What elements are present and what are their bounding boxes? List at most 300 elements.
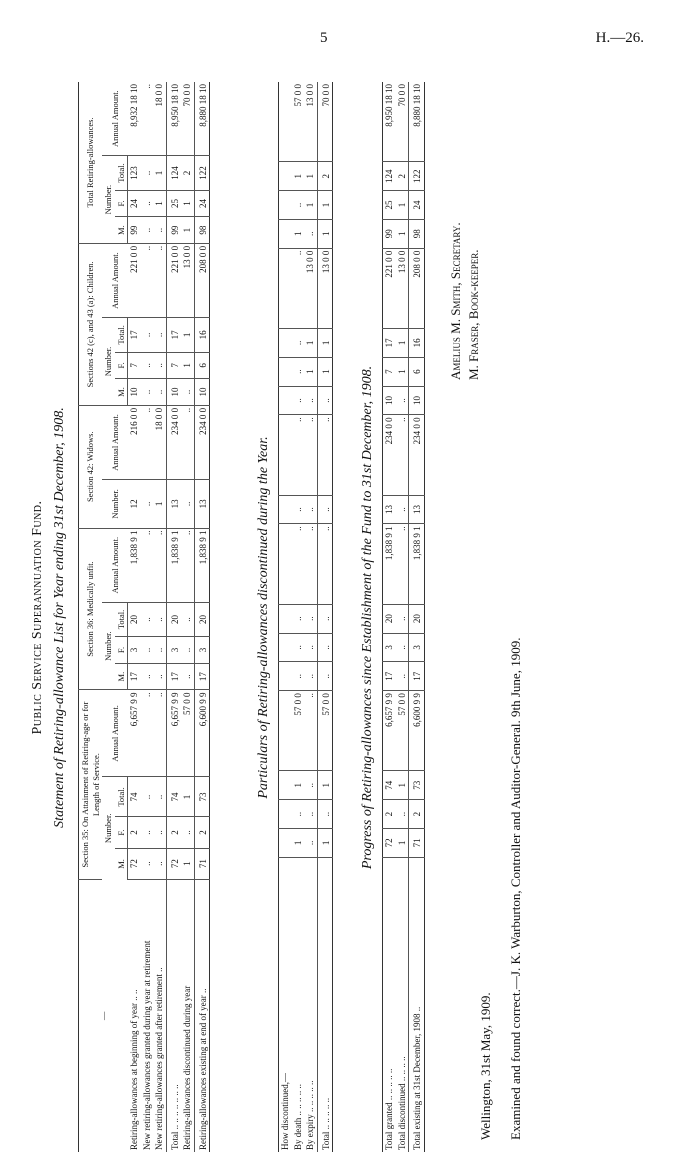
table-row	[128, 82, 141, 1152]
table-cell: 1	[181, 848, 194, 879]
table-cell: 12	[128, 480, 141, 528]
f-header: F.	[115, 817, 128, 848]
table-cell	[279, 691, 292, 771]
table-cell: 1	[317, 357, 333, 386]
table-cell: 6,657 9 9	[166, 690, 181, 777]
table-cell: 216 0 0	[128, 405, 141, 479]
table-cell: 2	[409, 800, 425, 829]
progress-table	[382, 82, 425, 1152]
table-cell: 1	[396, 771, 409, 800]
number-header: Number.	[102, 602, 115, 690]
table-cell: ..	[141, 848, 154, 879]
table-cell: ..	[304, 800, 317, 829]
table-cell: 20	[128, 602, 141, 636]
table-cell: ..	[292, 524, 305, 604]
table-cell: 8,932 18 10	[128, 82, 141, 156]
table-cell: 124	[166, 156, 181, 190]
table-cell: 20	[383, 604, 396, 633]
table-row	[383, 82, 396, 1152]
table-cell: ..	[292, 357, 305, 386]
table-cell: 1	[181, 777, 194, 817]
table-cell: 1	[304, 191, 317, 220]
table-cell: 6,657 9 9	[383, 691, 396, 771]
table-cell: ..	[292, 662, 305, 691]
table-cell: 6,657 9 9	[128, 690, 141, 777]
m-header: M.	[115, 217, 128, 244]
table-cell: 2	[317, 162, 333, 191]
tot-header: Total.	[115, 777, 128, 817]
table-cell: ..	[181, 817, 194, 848]
table-cell: ..	[181, 602, 194, 636]
table-cell: 234 0 0	[166, 405, 181, 479]
table-cell: 1	[317, 191, 333, 220]
m-header: M.	[115, 848, 128, 879]
table-cell: 1	[292, 162, 305, 191]
table-cell: ..	[181, 379, 194, 406]
table-cell: ..	[317, 524, 333, 604]
table-cell: 208 0 0	[194, 243, 210, 317]
table-cell: ..	[317, 604, 333, 633]
table-cell: ..	[396, 662, 409, 691]
table-cell: 208 0 0	[409, 248, 425, 328]
table-cell: 10	[194, 379, 210, 406]
table-cell: Retiring-allowances existing at end of year ..	[194, 879, 210, 1152]
table-cell: 73	[194, 777, 210, 817]
table-cell: 57 0 0	[181, 690, 194, 777]
table-cell: 17	[166, 663, 181, 690]
table-cell: 221 0 0	[383, 248, 396, 328]
table-cell: Total existing at 31st December, 1908 ..	[409, 857, 425, 1152]
rotated-page-content	[8, 75, 648, 1160]
table-cell: 73	[409, 771, 425, 800]
table-cell: ..	[292, 604, 305, 633]
table-cell: ..	[153, 690, 166, 777]
number-header: Number.	[102, 156, 115, 244]
table-row	[181, 82, 194, 1152]
table-cell: ..	[396, 633, 409, 662]
table-cell: 20	[194, 602, 210, 636]
table-cell: 1,838 9 1	[128, 528, 141, 602]
table-cell: 71	[409, 828, 425, 857]
table-cell	[279, 415, 292, 495]
table-cell: ..	[292, 248, 305, 328]
table-cell: ..	[153, 637, 166, 664]
table-row	[153, 82, 166, 1152]
table-cell	[279, 162, 292, 191]
table3-body	[383, 82, 425, 1152]
m-header: M.	[115, 663, 128, 690]
table-cell: ..	[141, 690, 154, 777]
table-cell: Total .. .. .. .. ..	[317, 857, 333, 1152]
table-cell: ..	[181, 637, 194, 664]
table-cell: 10	[383, 386, 396, 415]
table-cell: ..	[141, 82, 154, 156]
table-cell: 221 0 0	[128, 243, 141, 317]
signature-bookkeeper: M. Fraser, Book-keeper.	[466, 249, 481, 380]
table-cell: 99	[166, 217, 181, 244]
table-cell: ..	[181, 663, 194, 690]
table-cell: ..	[317, 633, 333, 662]
table-cell: 221 0 0	[166, 243, 181, 317]
table-cell: 57 0 0	[396, 691, 409, 771]
table-cell: ..	[304, 219, 317, 248]
table-cell: 6	[409, 357, 425, 386]
table-cell: ..	[141, 480, 154, 528]
table-cell: 1	[304, 328, 317, 357]
table-cell: 1	[181, 352, 194, 379]
table-cell: 17	[128, 318, 141, 352]
table-cell: ..	[153, 379, 166, 406]
table-cell: ..	[292, 495, 305, 524]
table-cell: 2	[383, 800, 396, 829]
table-cell: 7	[166, 352, 181, 379]
table-cell: 72	[128, 848, 141, 879]
statement-table	[78, 82, 210, 1152]
table-cell: 7	[128, 352, 141, 379]
signature-secretary: Amelius M. Smith, Secretary.	[448, 222, 463, 380]
table-cell: 10	[409, 386, 425, 415]
table-cell: 234 0 0	[194, 405, 210, 479]
table-row	[396, 82, 409, 1152]
fund-title: Public Service Superannuation Fund.	[30, 500, 45, 735]
f-header: F.	[115, 352, 128, 379]
table-cell: ..	[317, 415, 333, 495]
table-cell: ..	[292, 415, 305, 495]
table-cell: 2	[194, 817, 210, 848]
table-cell: 1,838 9 1	[194, 528, 210, 602]
table-cell: ..	[153, 318, 166, 352]
table-cell: ..	[141, 528, 154, 602]
table-cell: ..	[396, 386, 409, 415]
annual-header: Annual Amount.	[102, 528, 128, 602]
table-cell: ..	[153, 352, 166, 379]
table-cell: 1	[304, 162, 317, 191]
table-cell: ..	[304, 415, 317, 495]
table-cell: 7	[383, 357, 396, 386]
table-cell: ..	[396, 604, 409, 633]
table-row	[194, 82, 210, 1152]
table-cell: 1	[153, 156, 166, 190]
table-cell: 1	[153, 480, 166, 528]
table-cell	[279, 604, 292, 633]
table-row	[141, 82, 154, 1152]
table-cell: ..	[141, 352, 154, 379]
table-cell: 99	[383, 219, 396, 248]
table-cell: 57 0 0	[292, 691, 305, 771]
table-cell	[279, 219, 292, 248]
table-cell: ..	[292, 328, 305, 357]
table-cell: 1	[181, 217, 194, 244]
place-date: Wellington, 31st May, 1909.	[478, 992, 493, 1140]
table-cell: New retiring-allowances granted after retirement ..	[154, 967, 164, 1150]
f-header: F.	[115, 637, 128, 664]
table-cell: ..	[304, 524, 317, 604]
table-cell: ..	[396, 800, 409, 829]
table-cell: ..	[153, 663, 166, 690]
annual-header: Annual Amount.	[102, 405, 128, 479]
table-cell: ..	[396, 495, 409, 524]
table-cell: 1	[304, 357, 317, 386]
table-cell: By expiry .. .. .. .. ..	[305, 1080, 315, 1150]
table-cell: 13	[383, 495, 396, 524]
table-cell: ..	[304, 771, 317, 800]
table-cell: 10	[128, 379, 141, 406]
table-cell: 70 0 0	[181, 82, 194, 156]
table-cell: ..	[141, 379, 154, 406]
table-cell: ..	[141, 243, 154, 317]
table-cell: ..	[153, 817, 166, 848]
table-cell: 13	[194, 480, 210, 528]
tot-header: Total.	[115, 318, 128, 352]
table-cell: 3	[128, 637, 141, 664]
table-cell: 1	[396, 191, 409, 220]
table-cell: 122	[194, 156, 210, 190]
table-cell: ..	[153, 243, 166, 317]
table-cell: ..	[153, 528, 166, 602]
table-cell	[279, 524, 292, 604]
table-cell	[279, 800, 292, 829]
table-cell: ..	[304, 495, 317, 524]
table-cell: 1	[396, 828, 409, 857]
table-cell: 1	[396, 328, 409, 357]
s36-header: Section 36: Medically unfit.	[79, 528, 103, 690]
table-cell: Retiring-allowances discontinued during year	[182, 985, 192, 1150]
total-header: Total Retiring-allowances.	[79, 82, 103, 243]
table-cell: 2	[396, 162, 409, 191]
table-cell: ..	[141, 217, 154, 244]
table-cell: 1	[396, 357, 409, 386]
table-cell: 234 0 0	[383, 415, 396, 495]
table-cell: ..	[304, 386, 317, 415]
table-cell: 17	[194, 663, 210, 690]
table-cell: ..	[396, 415, 409, 495]
table-cell: 25	[166, 190, 181, 217]
table-cell: 24	[409, 191, 425, 220]
table-cell: 17	[383, 328, 396, 357]
table-cell: 8,880 18 10	[194, 82, 210, 156]
table-cell: 1	[181, 190, 194, 217]
table2-body	[279, 82, 333, 1152]
table-cell: 98	[194, 217, 210, 244]
table-cell: 2	[128, 817, 141, 848]
table-cell: 20	[409, 604, 425, 633]
table-cell: 3	[194, 637, 210, 664]
table-cell: 13 0 0	[304, 82, 317, 162]
table1-body	[128, 82, 210, 1152]
table-cell: ..	[141, 663, 154, 690]
table-cell: 72	[166, 848, 181, 879]
annual-header: Annual Amount.	[102, 690, 128, 777]
table-cell: ..	[141, 190, 154, 217]
table-cell: 1	[292, 771, 305, 800]
table-cell: 3	[166, 637, 181, 664]
table-cell: ..	[292, 800, 305, 829]
table-cell: 57 0 0	[317, 691, 333, 771]
table-cell: 1	[181, 318, 194, 352]
table-cell: ..	[153, 777, 166, 817]
table-cell: 8,950 18 10	[383, 82, 396, 162]
table-cell: ..	[317, 662, 333, 691]
f-header: F.	[115, 190, 128, 217]
table-cell: 234 0 0	[409, 415, 425, 495]
table-cell: ..	[141, 817, 154, 848]
table-cell: 71	[194, 848, 210, 879]
table-cell: ..	[292, 191, 305, 220]
table-cell: 1	[317, 771, 333, 800]
s4243-header: Sections 42 (c), and 43 (a): Children.	[79, 243, 103, 405]
table-cell	[279, 828, 292, 857]
table-cell: 98	[409, 219, 425, 248]
table-cell	[279, 328, 292, 357]
table-cell: 57 0 0	[292, 82, 305, 162]
table-cell: 70 0 0	[317, 82, 333, 162]
table-cell: ..	[304, 691, 317, 771]
table-cell: 13 0 0	[396, 248, 409, 328]
table-cell: 2	[166, 817, 181, 848]
table-cell: 70 0 0	[396, 82, 409, 162]
table-cell: 2	[181, 156, 194, 190]
table-cell: 3	[409, 633, 425, 662]
table-cell: New retiring-allowances granted during year at retirement	[141, 940, 152, 1150]
table-cell	[279, 386, 292, 415]
table-cell: 1	[317, 828, 333, 857]
table-cell: By death .. .. .. .. ..	[292, 1084, 303, 1150]
table-cell: ..	[292, 633, 305, 662]
table-cell: ..	[141, 637, 154, 664]
table-cell: 8,950 18 10	[166, 82, 181, 156]
table-cell: 1,838 9 1	[383, 524, 396, 604]
table-cell: ..	[141, 156, 154, 190]
table-cell: 1	[153, 190, 166, 217]
table-cell: 6	[194, 352, 210, 379]
table-cell: 124	[383, 162, 396, 191]
table-cell: 6,600 9 9	[409, 691, 425, 771]
table-cell: ..	[153, 217, 166, 244]
table-cell: 16	[194, 318, 210, 352]
table-cell: 122	[409, 162, 425, 191]
table-cell	[279, 771, 292, 800]
table-cell: 13	[409, 495, 425, 524]
table-cell: 17	[409, 662, 425, 691]
table-cell: ..	[396, 524, 409, 604]
table-cell: 8,880 18 10	[409, 82, 425, 162]
table-cell: 3	[383, 633, 396, 662]
table-row	[166, 82, 181, 1152]
particulars-table	[278, 82, 333, 1152]
table-cell: 17	[128, 663, 141, 690]
table-cell: ..	[317, 800, 333, 829]
table-cell: Total granted .. .. .. .. ..	[384, 1068, 394, 1150]
blank-header: —	[98, 1011, 108, 1021]
table-cell: 20	[166, 602, 181, 636]
table-cell: 24	[128, 190, 141, 217]
annual-header: Annual Amount.	[102, 243, 128, 317]
table-cell: 1	[292, 219, 305, 248]
table-cell: ..	[304, 604, 317, 633]
table-cell: ..	[317, 495, 333, 524]
table-row	[317, 82, 333, 1152]
table-cell: ..	[153, 848, 166, 879]
table-row	[409, 82, 425, 1152]
table-cell: ..	[181, 480, 194, 528]
table-cell: ..	[141, 318, 154, 352]
table-row	[304, 82, 317, 1152]
table-cell: 13	[166, 480, 181, 528]
s35-header: Section 35: On Attainment of Retiring-age or for Length of Service.	[79, 690, 103, 879]
page-number: 5	[320, 30, 328, 46]
number-header: Number.	[103, 813, 113, 844]
number-header: Number.	[102, 480, 128, 528]
table-cell: 13 0 0	[181, 243, 194, 317]
s42-header: Section 42: Widows.	[79, 405, 103, 528]
table-cell: 13 0 0	[304, 248, 317, 328]
progress-title: Progress of Retiring-allowances since Establishment of the Fund to 31st December, 1908.	[360, 365, 375, 870]
table-cell: How discontinued,—	[280, 1073, 290, 1150]
statement-title: Statement of Retiring-allowance List for Year ending 31st December, 1908.	[52, 407, 67, 828]
table-cell	[279, 662, 292, 691]
table-cell	[279, 248, 292, 328]
table-cell: Retiring-allowances at beginning of year .. ..	[128, 989, 139, 1150]
annual-header: Annual Amount.	[102, 82, 128, 156]
table-cell	[279, 633, 292, 662]
table-cell: 99	[128, 217, 141, 244]
particulars-title: Particulars of Retiring-allowances discontinued during the Year.	[256, 436, 271, 799]
table-cell: 17	[166, 318, 181, 352]
number-header: Number.	[102, 318, 115, 406]
table-cell: 74	[383, 771, 396, 800]
table-row	[292, 82, 305, 1152]
table-cell: ..	[141, 777, 154, 817]
table-cell: ..	[317, 386, 333, 415]
table-cell	[279, 495, 292, 524]
table-cell: 10	[166, 379, 181, 406]
table-cell: ..	[292, 386, 305, 415]
table-cell: 1	[292, 828, 305, 857]
table-cell: ..	[141, 602, 154, 636]
table-cell: ..	[181, 528, 194, 602]
table-cell: 123	[128, 156, 141, 190]
table-cell: ..	[141, 405, 154, 479]
document-reference: H.—26.	[595, 30, 644, 46]
table-cell: 72	[383, 828, 396, 857]
table-cell	[279, 82, 292, 162]
table-cell: 18 0 0	[153, 405, 166, 479]
table-cell: 1,838 9 1	[166, 528, 181, 602]
table-row	[279, 82, 292, 1152]
table-cell: 1	[317, 219, 333, 248]
table-cell: 1	[317, 328, 333, 357]
examined-line: Examined and found correct.—J. K. Warburton, Controller and Auditor-General. 9th June, 1909.	[508, 637, 523, 1140]
table-cell: 1,838 9 1	[409, 524, 425, 604]
table-cell: 6,600 9 9	[194, 690, 210, 777]
table-cell: 13 0 0	[317, 248, 333, 328]
table-cell: ..	[304, 828, 317, 857]
table-cell: Total discontinued .. .. .. ..	[396, 1056, 407, 1150]
table-cell	[279, 191, 292, 220]
table-cell: 1	[396, 219, 409, 248]
table-cell: ..	[181, 405, 194, 479]
m-header: M.	[115, 379, 128, 406]
table-cell: 25	[383, 191, 396, 220]
table-cell: 74	[166, 777, 181, 817]
table-cell: ..	[304, 662, 317, 691]
table-cell: ..	[153, 602, 166, 636]
table-cell: 18 0 0	[153, 82, 166, 156]
table-cell: 74	[128, 777, 141, 817]
table-cell: ..	[304, 633, 317, 662]
tot-header: Total.	[115, 156, 128, 190]
table-cell: 17	[383, 662, 396, 691]
